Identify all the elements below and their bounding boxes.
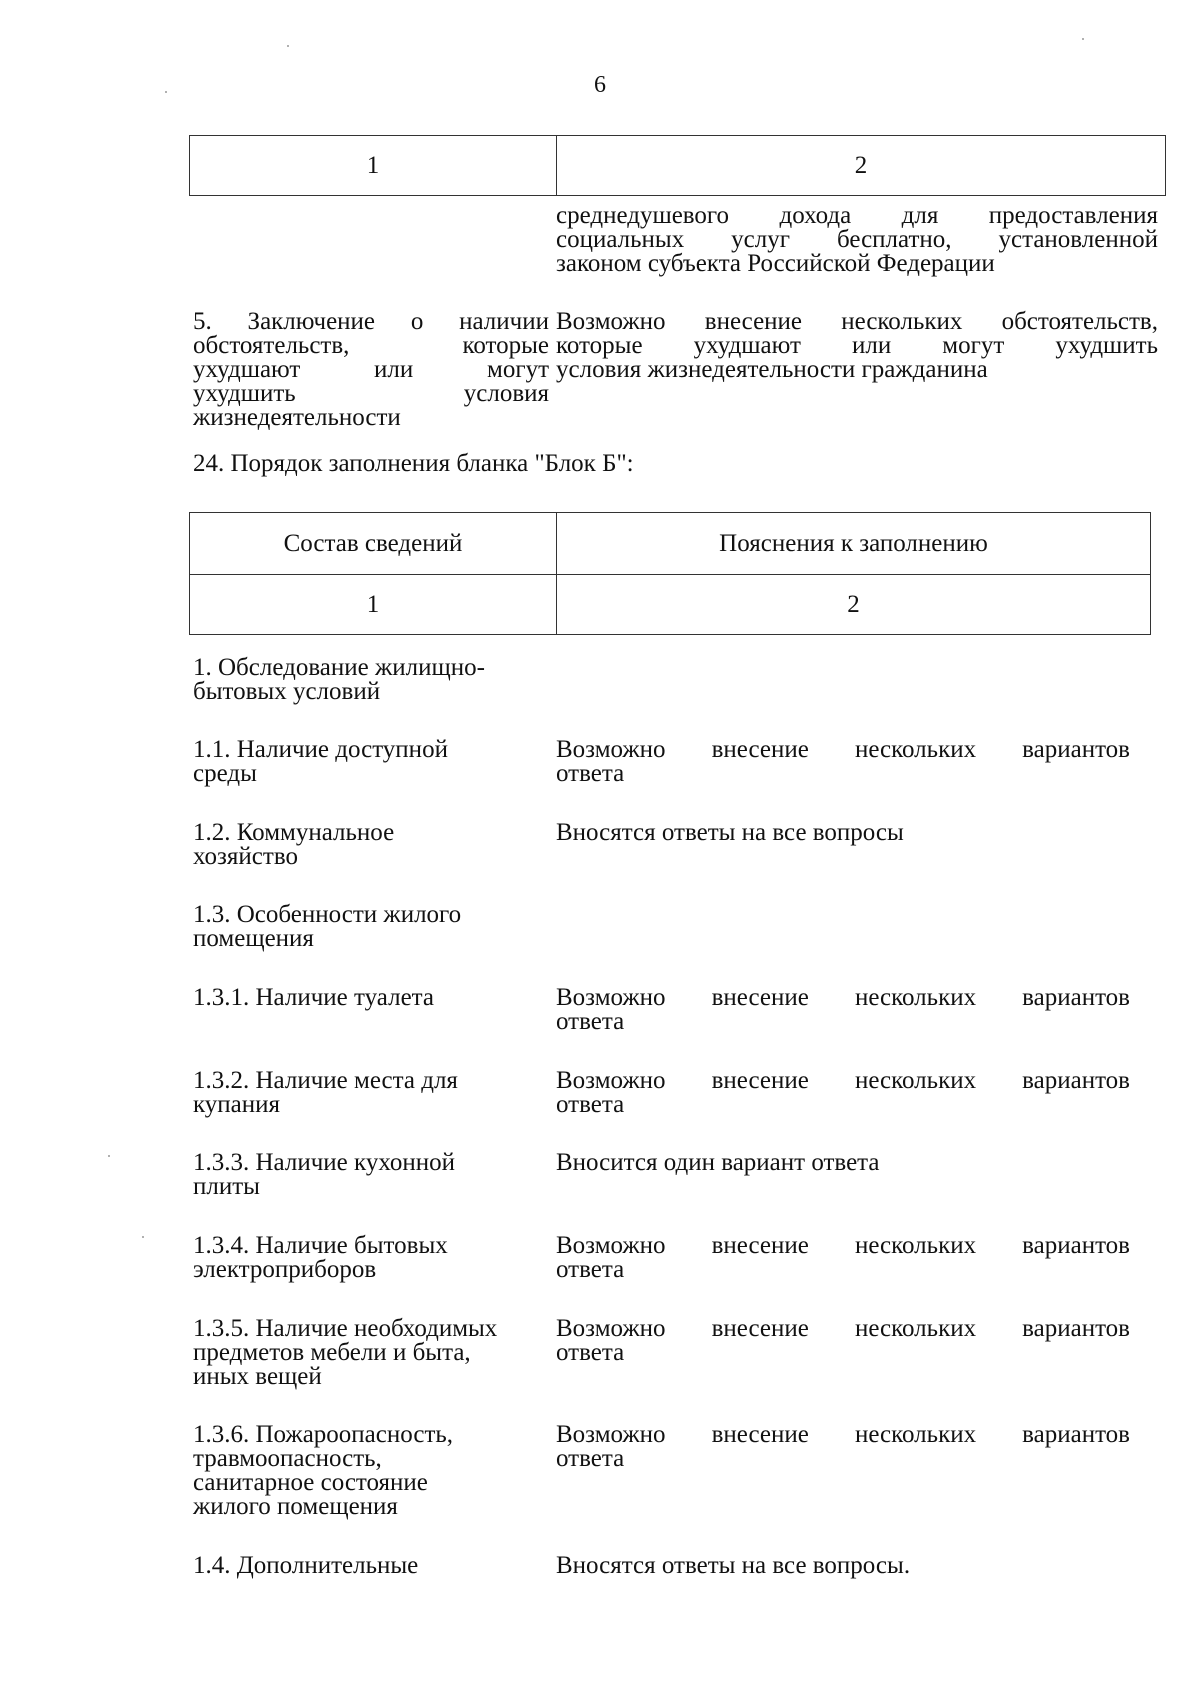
table2-row-1-4-left <box>193 1554 556 1578</box>
table2-row-1-3-6-left <box>193 1423 556 1519</box>
text-line: Возможно внесение нескольких вариантов <box>556 1421 1130 1448</box>
table1-row-5 <box>193 310 1158 430</box>
text-line: ответа <box>556 1256 625 1283</box>
scan-speck <box>287 45 289 47</box>
text-line: 1.3.6. Пожароопасность, <box>193 1421 454 1448</box>
table2-row-1-3-4 <box>193 1234 1158 1282</box>
table1-header <box>189 135 1166 196</box>
text-line: ухудшить условия <box>193 380 549 407</box>
text-line: среднедушевого дохода для предоставления <box>556 202 1158 229</box>
section-24-intro: 24. Порядок заполнения бланка "Блок Б": <box>193 450 634 477</box>
text-line: условия жизнедеятельности гражданина <box>556 356 988 383</box>
text-line: травмоопасность, <box>193 1445 382 1472</box>
text-line: ответа <box>556 760 625 787</box>
table2-row-1-3-6 <box>193 1423 1158 1519</box>
scan-speck <box>165 91 167 93</box>
text-line: среды <box>193 760 257 787</box>
text-line: ответа <box>556 1445 625 1472</box>
table2-row-1-3-1-left <box>193 986 556 1034</box>
table2-row-1-2-right <box>556 821 1158 869</box>
text-line: ответа <box>556 1008 625 1035</box>
table2-row-1-3-2 <box>193 1069 1158 1117</box>
text-line: Вносятся ответы на все вопросы. <box>556 1552 911 1579</box>
table2-row-1-2 <box>193 821 1158 869</box>
table2-row-1-3-4-right <box>556 1234 1130 1282</box>
table2-row-1-4-right <box>556 1554 1158 1578</box>
table2-row-1-3-3 <box>193 1151 1158 1199</box>
text-line: электроприборов <box>193 1256 377 1283</box>
text-line: 1.3. Особенности жилого <box>193 901 462 928</box>
text-line: 1.3.4. Наличие бытовых <box>193 1232 448 1259</box>
table1-row-continuation <box>193 204 1158 276</box>
scan-speck <box>142 1236 144 1238</box>
table2-row-1-3-1 <box>193 986 1158 1034</box>
text-line: законом субъекта Российской Федерации <box>556 250 995 277</box>
table2-col2-title: Пояснения к заполнению <box>557 513 1151 575</box>
text-line: Возможно внесение нескольких вариантов <box>556 736 1130 763</box>
text-line: которые ухудшают или могут ухудшить <box>556 332 1158 359</box>
table2-row-1-3-3-right <box>556 1151 1158 1199</box>
scan-speck <box>108 1155 110 1157</box>
text-line: 1.1. Наличие доступной <box>193 736 448 763</box>
text-line: 1.4. Дополнительные <box>193 1552 419 1579</box>
text-line: Возможно внесение нескольких вариантов <box>556 1067 1130 1094</box>
text-line: 1.3.2. Наличие места для <box>193 1067 458 1094</box>
table2-row-1-3-1-right <box>556 986 1130 1034</box>
text-line: ответа <box>556 1339 625 1366</box>
table2-row-1-left <box>193 656 556 704</box>
text-line: 1.3.3. Наличие кухонной <box>193 1149 455 1176</box>
text-line: 1.2. Коммунальное <box>193 819 395 846</box>
text-line: помещения <box>193 925 314 952</box>
table1-col2-number: 2 <box>557 136 1166 196</box>
table2-row-1-3-2-left <box>193 1069 556 1117</box>
text-line: Возможно внесение нескольких вариантов <box>556 1315 1130 1342</box>
table2-row-1-3-6-right <box>556 1423 1130 1519</box>
text-line: 1. Обследование жилищно- <box>193 654 485 681</box>
table2-col1-number: 1 <box>190 575 557 635</box>
text-line: купания <box>193 1091 281 1118</box>
text-line: 1.3.5. Наличие необходимых <box>193 1315 498 1342</box>
table2-row-1-3 <box>193 903 1158 951</box>
text-line: Вносится один вариант ответа <box>556 1149 880 1176</box>
text-line: Возможно внесение нескольких обстоятельств, <box>556 308 1158 335</box>
text-line: социальных услуг бесплатно, установленной <box>556 226 1158 253</box>
table1-row-continuation-left <box>193 204 556 276</box>
text-line: бытовых условий <box>193 678 381 705</box>
table2-row-1-3-5 <box>193 1317 1158 1389</box>
text-line: 1.3.1. Наличие туалета <box>193 984 435 1011</box>
text-line: плиты <box>193 1173 260 1200</box>
table2-row-1-2-left <box>193 821 556 869</box>
text-line: жизнедеятельности <box>193 404 401 431</box>
table2-row-1-4 <box>193 1554 1158 1578</box>
text-line: предметов мебели и быта, <box>193 1339 471 1366</box>
table2-row-1-3-4-left <box>193 1234 556 1282</box>
table2-col2-number: 2 <box>557 575 1151 635</box>
table2-row-1-1 <box>193 738 1158 786</box>
text-line: жилого помещения <box>193 1493 398 1520</box>
text-line: иных вещей <box>193 1363 322 1390</box>
table1-col1-number: 1 <box>190 136 557 196</box>
table1-row-5-left <box>193 310 549 430</box>
table1-row-continuation-right <box>556 204 1158 276</box>
text-line: Возможно внесение нескольких вариантов <box>556 984 1130 1011</box>
table2-row-1-3-right <box>556 903 1158 951</box>
table2-row-1-3-3-left <box>193 1151 556 1199</box>
table2-col1-title: Состав сведений <box>190 513 557 575</box>
table2-row-1-3-2-right <box>556 1069 1130 1117</box>
table2-row-1-1-left <box>193 738 556 786</box>
text-line: 5. Заключение о наличии <box>193 308 549 335</box>
table2-row-1-3-left <box>193 903 556 951</box>
table2-header <box>189 512 1151 635</box>
scan-speck <box>1082 38 1084 40</box>
text-line: Вносятся ответы на все вопросы <box>556 819 904 846</box>
text-line: обстоятельств, которые <box>193 332 549 359</box>
text-line: хозяйство <box>193 843 298 870</box>
table2-row-1-right <box>556 656 1158 704</box>
text-line: санитарное состояние <box>193 1469 428 1496</box>
table2-row-1-3-5-left <box>193 1317 556 1389</box>
table2-row-1-1-right <box>556 738 1130 786</box>
text-line: Возможно внесение нескольких вариантов <box>556 1232 1130 1259</box>
text-line: ухудшают или могут <box>193 356 549 383</box>
table2-row-1 <box>193 656 1158 704</box>
table2-row-1-3-5-right <box>556 1317 1130 1389</box>
text-line: ответа <box>556 1091 625 1118</box>
table1-row-5-right <box>556 310 1158 430</box>
page-number: 6 <box>594 72 606 98</box>
